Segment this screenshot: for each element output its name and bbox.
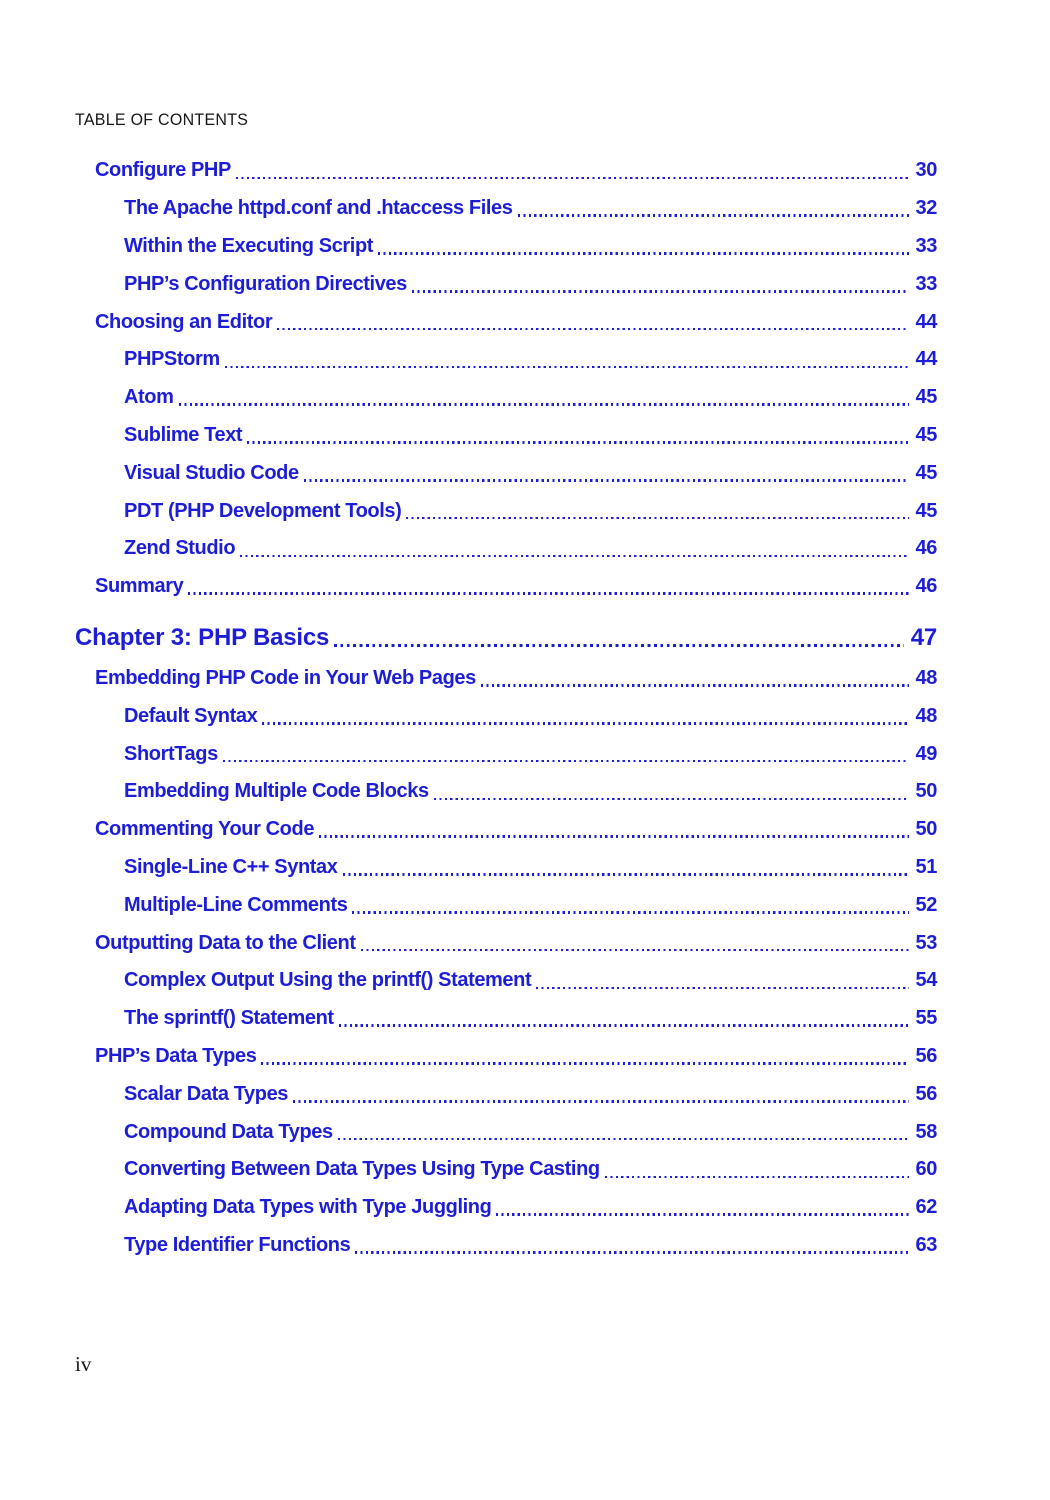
toc-entry[interactable] [75, 811, 937, 849]
toc-dotted-leader [339, 1024, 909, 1027]
toc-entry-page-number: 60 [915, 1158, 937, 1181]
toc-entry-label: Scalar Data Types [124, 1082, 289, 1105]
toc-entry-label: PHP’s Data Types [95, 1044, 257, 1067]
toc-entry[interactable] [75, 530, 937, 568]
toc-entry[interactable] [75, 735, 937, 773]
toc-entry-page-number: 52 [915, 893, 937, 916]
toc-dotted-leader [338, 1138, 909, 1141]
toc-entry-label: Atom [124, 386, 174, 409]
toc-entry-page-number: 50 [915, 780, 937, 803]
toc-dotted-leader [277, 328, 908, 331]
toc-entry-label: ShortTags [124, 742, 218, 765]
toc-entry-page-number: 46 [915, 575, 937, 598]
toc-entry-label: Compound Data Types [124, 1120, 333, 1143]
toc-dotted-leader [406, 517, 908, 520]
toc-dotted-leader [352, 911, 908, 914]
toc-dotted-leader [481, 684, 909, 687]
toc-entry-label: Choosing an Editor [95, 310, 273, 333]
toc-entry[interactable] [75, 1151, 937, 1189]
toc-dotted-leader [179, 403, 909, 406]
toc-entry[interactable] [75, 303, 937, 341]
toc-entry-label: PHP’s Configuration Directives [124, 272, 407, 295]
toc-entry-label: Commenting Your Code [95, 818, 315, 841]
toc-entry[interactable] [75, 265, 937, 303]
toc-entry-label: Chapter 3: PHP Basics [75, 623, 330, 651]
toc-entry-label: Complex Output Using the printf() Statement [124, 969, 532, 992]
toc-entry-page-number: 33 [915, 272, 937, 295]
toc-dotted-leader [605, 1176, 909, 1179]
toc-entry-page-number: 56 [915, 1044, 937, 1067]
toc-dotted-leader [261, 1062, 908, 1065]
toc-entry-label: PHPStorm [124, 348, 220, 371]
toc-entry-page-number: 54 [915, 969, 937, 992]
toc-entry-label: Outputting Data to the Client [95, 931, 356, 954]
toc-entry-label: Converting Between Data Types Using Type Casting [124, 1158, 600, 1181]
toc-entry-page-number: 47 [910, 623, 937, 651]
toc-dotted-leader [240, 555, 908, 558]
toc-entry[interactable] [75, 492, 937, 530]
toc-entry-page-number: 48 [915, 666, 937, 689]
toc-dotted-leader [412, 290, 909, 293]
toc-dotted-leader [247, 441, 908, 444]
toc-entry[interactable] [75, 660, 937, 698]
toc-dotted-leader [378, 252, 909, 255]
toc-dotted-leader [518, 214, 909, 217]
toc-entry-label: Visual Studio Code [124, 461, 299, 484]
toc-entry-label: PDT (PHP Development Tools) [124, 499, 402, 522]
toc-entry-label: Configure PHP [95, 159, 231, 182]
toc-entry-page-number: 44 [915, 348, 937, 371]
toc-entry[interactable] [75, 773, 937, 811]
toc-entry-page-number: 45 [915, 461, 937, 484]
toc-entry[interactable] [75, 454, 937, 492]
toc-entry-page-number: 46 [915, 537, 937, 560]
toc-entry-label: Type Identifier Functions [124, 1233, 351, 1256]
toc-entry[interactable] [75, 379, 937, 417]
toc-dotted-leader [343, 873, 909, 876]
toc-entry-label: The Apache httpd.conf and .htaccess Files [124, 197, 513, 220]
toc-entry[interactable] [75, 1227, 937, 1265]
toc-dotted-leader [334, 644, 904, 647]
toc-entry-page-number: 63 [915, 1233, 937, 1256]
toc-dotted-leader [304, 479, 909, 482]
toc-dotted-leader [496, 1213, 908, 1216]
toc-entry-page-number: 45 [915, 423, 937, 446]
toc-dotted-leader [225, 366, 909, 369]
toc-chapter-entry[interactable] [75, 616, 937, 660]
toc-dotted-leader [319, 835, 909, 838]
toc-entry-page-number: 51 [915, 855, 937, 878]
toc-entry-page-number: 62 [915, 1196, 937, 1219]
toc-entry[interactable] [75, 152, 937, 190]
toc-entry[interactable] [75, 341, 937, 379]
toc-list [75, 152, 937, 1264]
toc-dotted-leader [536, 987, 908, 990]
toc-dotted-leader [293, 1100, 909, 1103]
toc-entry-label: Summary [95, 575, 184, 598]
toc-entry-label: Embedding PHP Code in Your Web Pages [95, 666, 476, 689]
toc-entry[interactable] [75, 417, 937, 455]
table-of-contents-header: TABLE OF CONTENTS [75, 110, 249, 129]
toc-entry-page-number: 58 [915, 1120, 937, 1143]
toc-entry-page-number: 32 [915, 197, 937, 220]
toc-entry-page-number: 49 [915, 742, 937, 765]
page-number-footer: iv [75, 1352, 92, 1376]
toc-entry-label: Adapting Data Types with Type Juggling [124, 1196, 492, 1219]
toc-dotted-leader [262, 722, 908, 725]
toc-entry-label: Multiple-Line Comments [124, 893, 348, 916]
toc-entry[interactable] [75, 697, 937, 735]
toc-entry[interactable] [75, 1189, 937, 1227]
toc-entry[interactable] [75, 568, 937, 606]
toc-entry[interactable] [75, 1000, 937, 1038]
toc-entry[interactable] [75, 962, 937, 1000]
toc-entry-page-number: 45 [915, 499, 937, 522]
toc-entry-page-number: 53 [915, 931, 937, 954]
toc-entry-page-number: 48 [915, 704, 937, 727]
toc-entry[interactable] [75, 924, 937, 962]
toc-dotted-leader [434, 798, 909, 801]
toc-entry-page-number: 50 [915, 818, 937, 841]
toc-entry[interactable] [75, 886, 937, 924]
toc-dotted-leader [188, 592, 908, 595]
toc-entry[interactable] [75, 190, 937, 228]
toc-dotted-leader [355, 1251, 908, 1254]
toc-entry[interactable] [75, 1038, 937, 1076]
toc-entry-page-number: 56 [915, 1082, 937, 1105]
toc-entry-page-number: 30 [915, 159, 937, 182]
toc-entry-label: Sublime Text [124, 423, 243, 446]
toc-entry[interactable] [75, 1075, 937, 1113]
toc-entry-label: Single-Line C++ Syntax [124, 855, 338, 878]
toc-dotted-leader [361, 949, 909, 952]
toc-entry-label: Zend Studio [124, 537, 236, 560]
toc-entry[interactable] [75, 228, 937, 266]
toc-entry-label: Embedding Multiple Code Blocks [124, 780, 429, 803]
toc-entry[interactable] [75, 1113, 937, 1151]
toc-entry-page-number: 45 [915, 386, 937, 409]
toc-entry-page-number: 55 [915, 1007, 937, 1030]
toc-entry-page-number: 44 [915, 310, 937, 333]
toc-dotted-leader [223, 760, 909, 763]
toc-dotted-leader [236, 177, 909, 180]
toc-entry[interactable] [75, 849, 937, 887]
toc-entry-page-number: 33 [915, 234, 937, 257]
toc-entry-label: Default Syntax [124, 704, 258, 727]
toc-entry-label: The sprintf() Statement [124, 1007, 334, 1030]
toc-entry-label: Within the Executing Script [124, 234, 374, 257]
